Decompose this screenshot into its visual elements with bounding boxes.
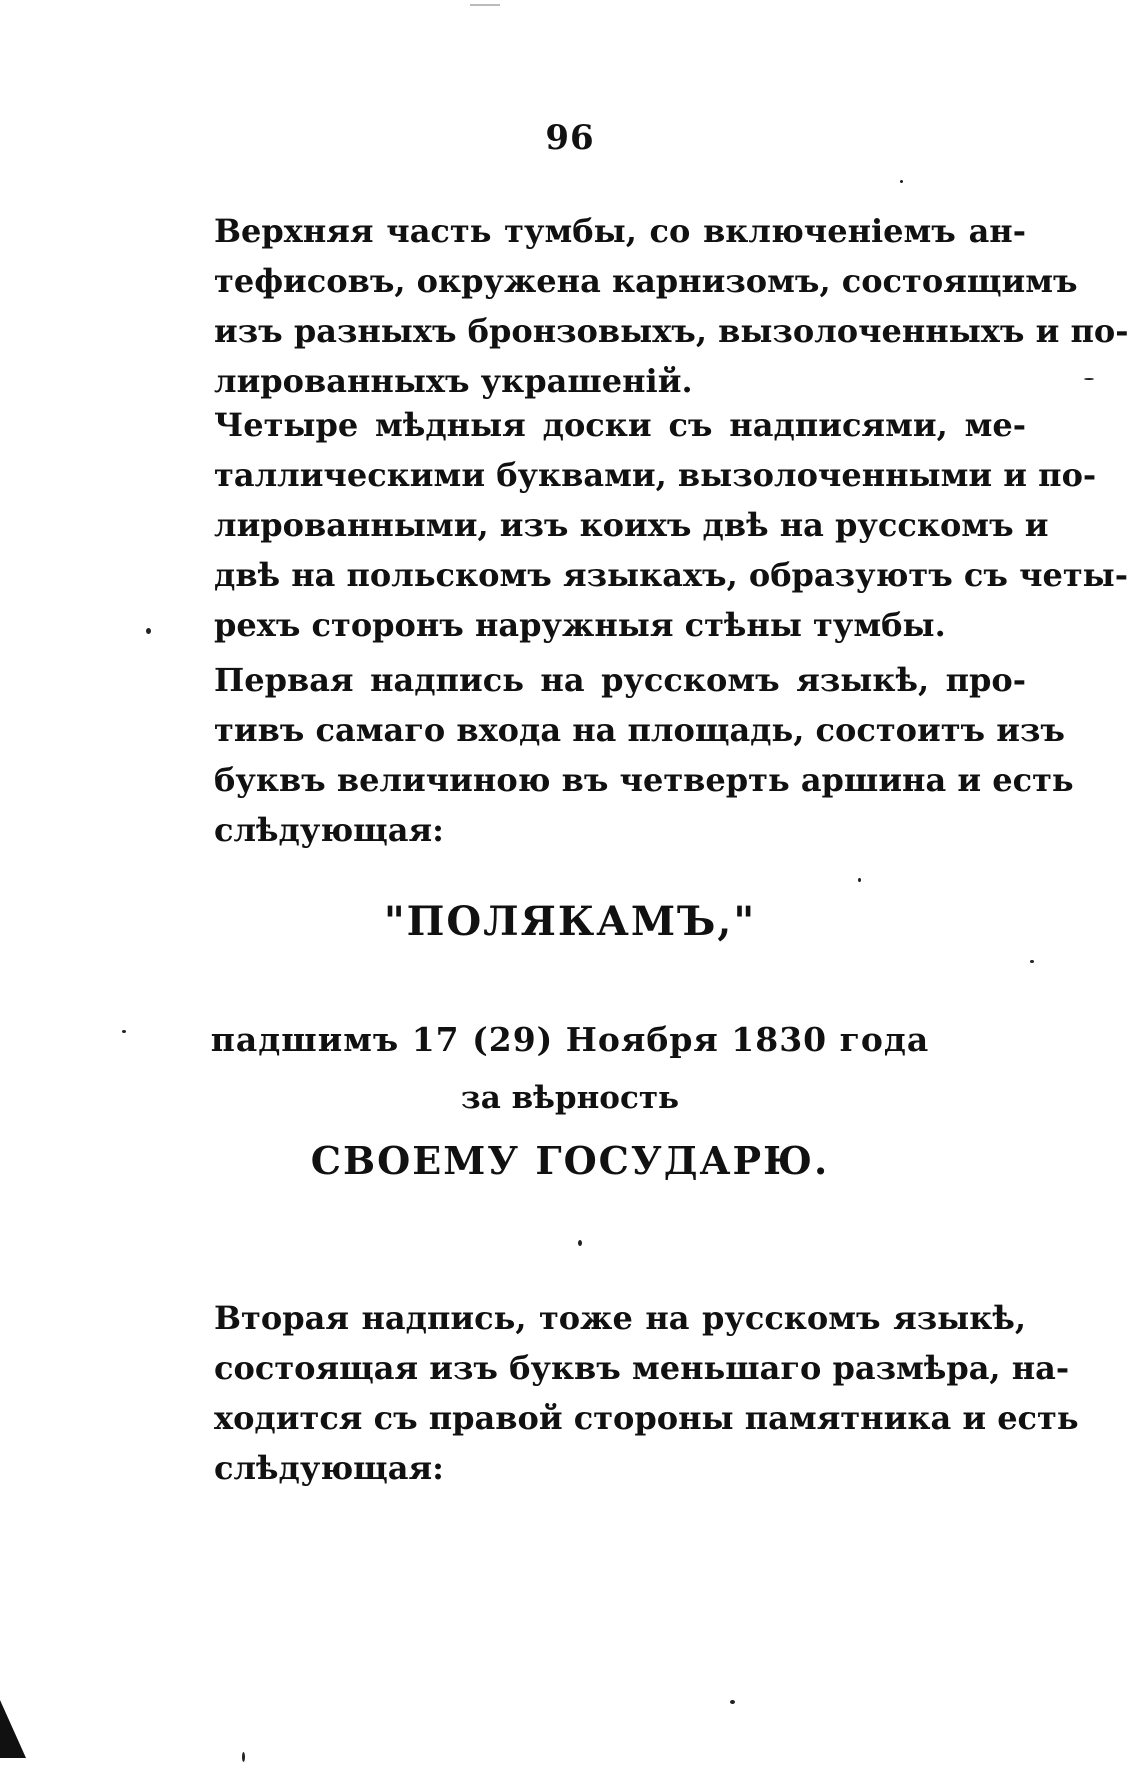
scan-speck [122, 1030, 126, 1033]
inscription-line: СВОЕМУ ГОСУДАРЮ. [310, 1138, 830, 1183]
text-line: слѣдующая: [214, 1449, 444, 1487]
text-line: двѣ на польскомъ языкахъ, образуютъ съ четы- [214, 556, 1129, 594]
text-line: Верхняя часть тумбы, со включеніемъ ан- [214, 212, 1026, 250]
inscription-line: падшимъ 17 (29) Ноября 1830 года [210, 1020, 930, 1059]
paragraph-second-inscription [214, 1293, 1079, 1493]
text-line: ходится съ правой стороны памятника и есть [214, 1399, 1079, 1437]
text-line: изъ разныхъ бронзовыхъ, вызолоченныхъ и по- [214, 312, 1129, 350]
text-line: лированныхъ украшеній. [214, 362, 693, 400]
text-line: лированными, изъ коихъ двѣ на русскомъ и [214, 506, 1049, 544]
text-line: Первая надпись на русскомъ языкѣ, про- [214, 661, 1026, 699]
scan-speck [900, 180, 903, 183]
inscription-title: "ПОЛЯКАМЪ," [383, 898, 757, 945]
scan-speck [1084, 378, 1094, 380]
paragraph-copper-boards [214, 400, 1129, 650]
inscription-line: за вѣрность [460, 1080, 680, 1116]
scan-speck [578, 1240, 582, 1246]
scan-corner-mark [0, 1700, 26, 1758]
text-line: тивъ самаго входа на площадь, состоитъ изъ [214, 711, 1065, 749]
page-number: 96 [545, 118, 595, 158]
text-line: состоящая изъ буквъ меньшаго размѣра, на- [214, 1349, 1070, 1387]
text-line: тефисовъ, окружена карнизомъ, состоящимъ [214, 262, 1078, 300]
scan-speck [730, 1700, 735, 1704]
top-scan-mark [470, 4, 500, 6]
text-line: Вторая надпись, тоже на русскомъ языкѣ, [214, 1299, 1026, 1337]
text-line: Четыре мѣдныя доски съ надписями, ме- [214, 406, 1026, 444]
scan-speck [858, 878, 861, 882]
text-line: буквъ величиною въ четверть аршина и есть [214, 761, 1074, 799]
scan-speck [242, 1752, 245, 1762]
text-line: таллическими буквами, вызолоченными и по- [214, 456, 1097, 494]
paragraph-tumba-top [214, 206, 1129, 406]
scan-speck [146, 628, 151, 634]
text-line: рехъ сторонъ наружныя стѣны тумбы. [214, 606, 946, 644]
paragraph-first-inscription [214, 655, 1074, 855]
text-line: слѣдующая: [214, 811, 444, 849]
scan-speck [1030, 960, 1034, 963]
